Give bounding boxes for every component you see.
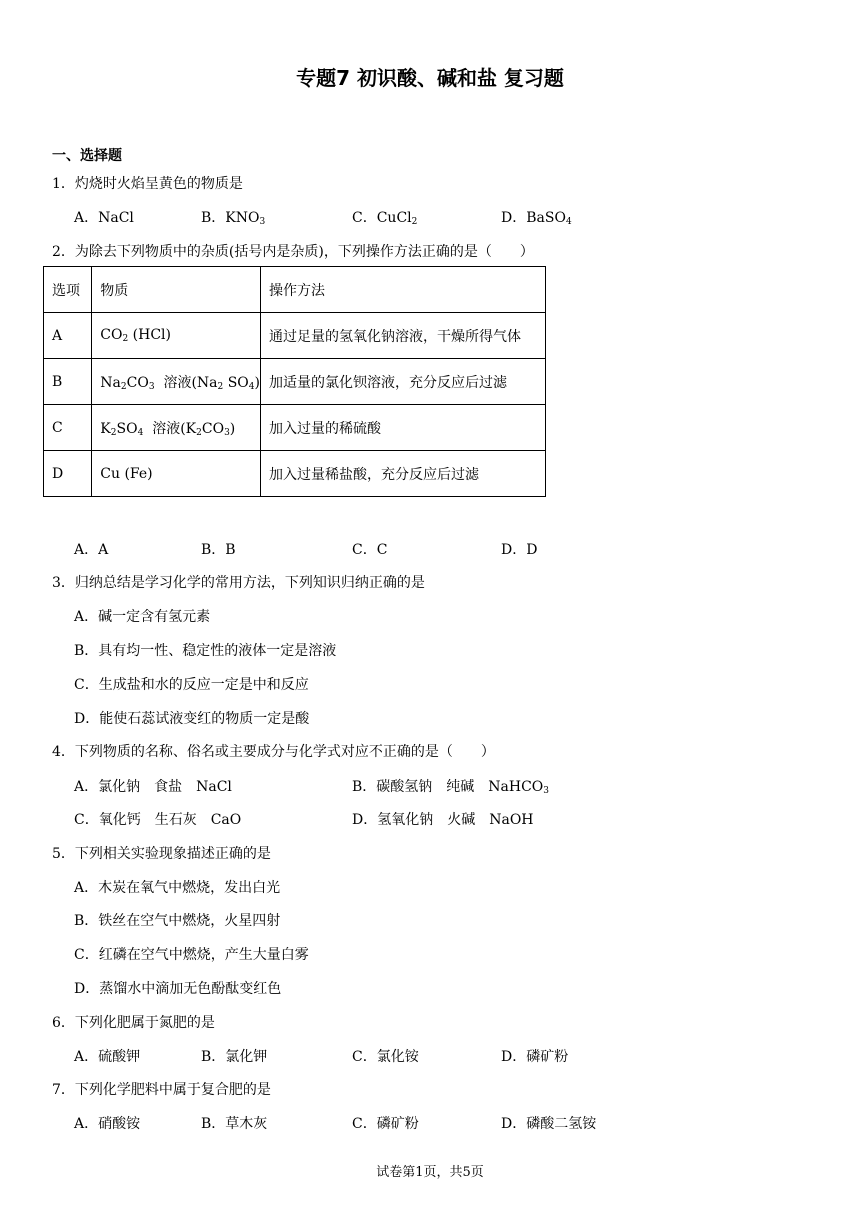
table-header-row (44, 267, 546, 313)
q6-option-a: A．硫酸钾 (74, 1049, 141, 1065)
q7-option-d: D．磷酸二氢铵 (501, 1116, 597, 1132)
q6-option-d: D．磷矿粉 (501, 1049, 569, 1065)
q6-option-c: C．氯化铵 (352, 1049, 419, 1065)
q6-option-b: B．氯化钾 (201, 1049, 268, 1065)
q3-option-d: D．能使石蕊试液变红的物质一定是酸 (74, 711, 310, 727)
q2-option-d: D．D (501, 542, 538, 558)
q1-option-c: C．CuCl$_2$ (352, 210, 418, 227)
q5-option-a: A．木炭在氧气中燃烧，发出白光 (74, 880, 281, 896)
q1-option-d: D．BaSO$_4$ (501, 210, 572, 227)
q4-option-b: B．碳酸氢钠 纯碱 NaHCO$_3$ (352, 779, 550, 796)
table-cell-substance: $K_2SO_4$ 溶液$(K_2CO_3)$ (92, 405, 261, 451)
table-cell-option: C (44, 405, 92, 451)
q2-option-a: A．A (74, 542, 109, 558)
question-3-stem: 3．归纳总结是学习化学的常用方法，下列知识归纳正确的是 (52, 575, 425, 591)
question-1-stem: 1．灼烧时火焰呈黄色的物质是 (52, 176, 243, 192)
table-row (44, 313, 546, 359)
table-row (44, 451, 546, 497)
table-cell-option: B (44, 359, 92, 405)
table-header: 物质 (92, 267, 261, 313)
q2-option-b: B．B (201, 542, 236, 558)
table-cell-option: A (44, 313, 92, 359)
q5-option-d: D．蒸馏水中滴加无色酚酞变红色 (74, 981, 282, 997)
table-cell-method: 通过足量的氢氧化钠溶液，干燥所得气体 (261, 313, 546, 359)
table-row (44, 359, 546, 405)
question-2-stem: 2．为除去下列物质中的杂质(括号内是杂质)，下列操作方法正确的是（ ） (52, 244, 534, 260)
section-heading: 一、选择题 (52, 148, 122, 164)
table-cell-method: 加入过量的稀硫酸 (261, 405, 546, 451)
page-title: 专题7 初识酸、碱和盐 复习题 (296, 66, 564, 90)
q7-option-c: C．磷矿粉 (352, 1116, 419, 1132)
q3-option-a: A．碱一定含有氢元素 (74, 609, 211, 625)
q3-option-c: C．生成盐和水的反应一定是中和反应 (74, 677, 309, 693)
q5-option-c: C．红磷在空气中燃烧，产生大量白雾 (74, 947, 309, 963)
table-cell-substance: Cu (Fe) (92, 451, 261, 497)
question-7-stem: 7．下列化学肥料中属于复合肥的是 (52, 1082, 271, 1098)
table-cell-method: 加适量的氯化钡溶液，充分反应后过滤 (261, 359, 546, 405)
table-cell-substance: $Na_2CO_3$ 溶液($Na_2$ $SO_4$) (92, 359, 261, 405)
impurity-table (43, 266, 546, 497)
q1-option-b: B．$KNO_3$ (201, 210, 266, 227)
table-row (44, 405, 546, 451)
q4-option-a: A．氯化钠 食盐 NaCl (74, 779, 232, 795)
table-cell-substance: $CO_2$ (HCl) (92, 313, 261, 359)
q3-option-b: B．具有均一性、稳定性的液体一定是溶液 (74, 643, 337, 659)
question-5-stem: 5．下列相关实验现象描述正确的是 (52, 846, 271, 862)
table-header: 操作方法 (261, 267, 546, 313)
table-header: 选项 (44, 267, 92, 313)
table-cell-option: D (44, 451, 92, 497)
question-6-stem: 6．下列化肥属于氮肥的是 (52, 1015, 215, 1031)
q1-option-a: A．NaCl (74, 210, 134, 226)
table-cell-method: 加入过量稀盐酸，充分反应后过滤 (261, 451, 546, 497)
q5-option-b: B．铁丝在空气中燃烧，火星四射 (74, 913, 281, 929)
page-footer: 试卷第1页，共5页 (376, 1165, 484, 1180)
q4-option-c: C．氧化钙 生石灰 CaO (74, 812, 242, 828)
question-4-stem: 4．下列物质的名称、俗名或主要成分与化学式对应不正确的是（ ） (52, 744, 495, 760)
q2-option-c: C．C (352, 542, 388, 558)
q7-option-b: B．草木灰 (201, 1116, 268, 1132)
q7-option-a: A．硝酸铵 (74, 1116, 141, 1132)
q4-option-d: D．氢氧化钠 火碱 NaOH (352, 812, 534, 828)
